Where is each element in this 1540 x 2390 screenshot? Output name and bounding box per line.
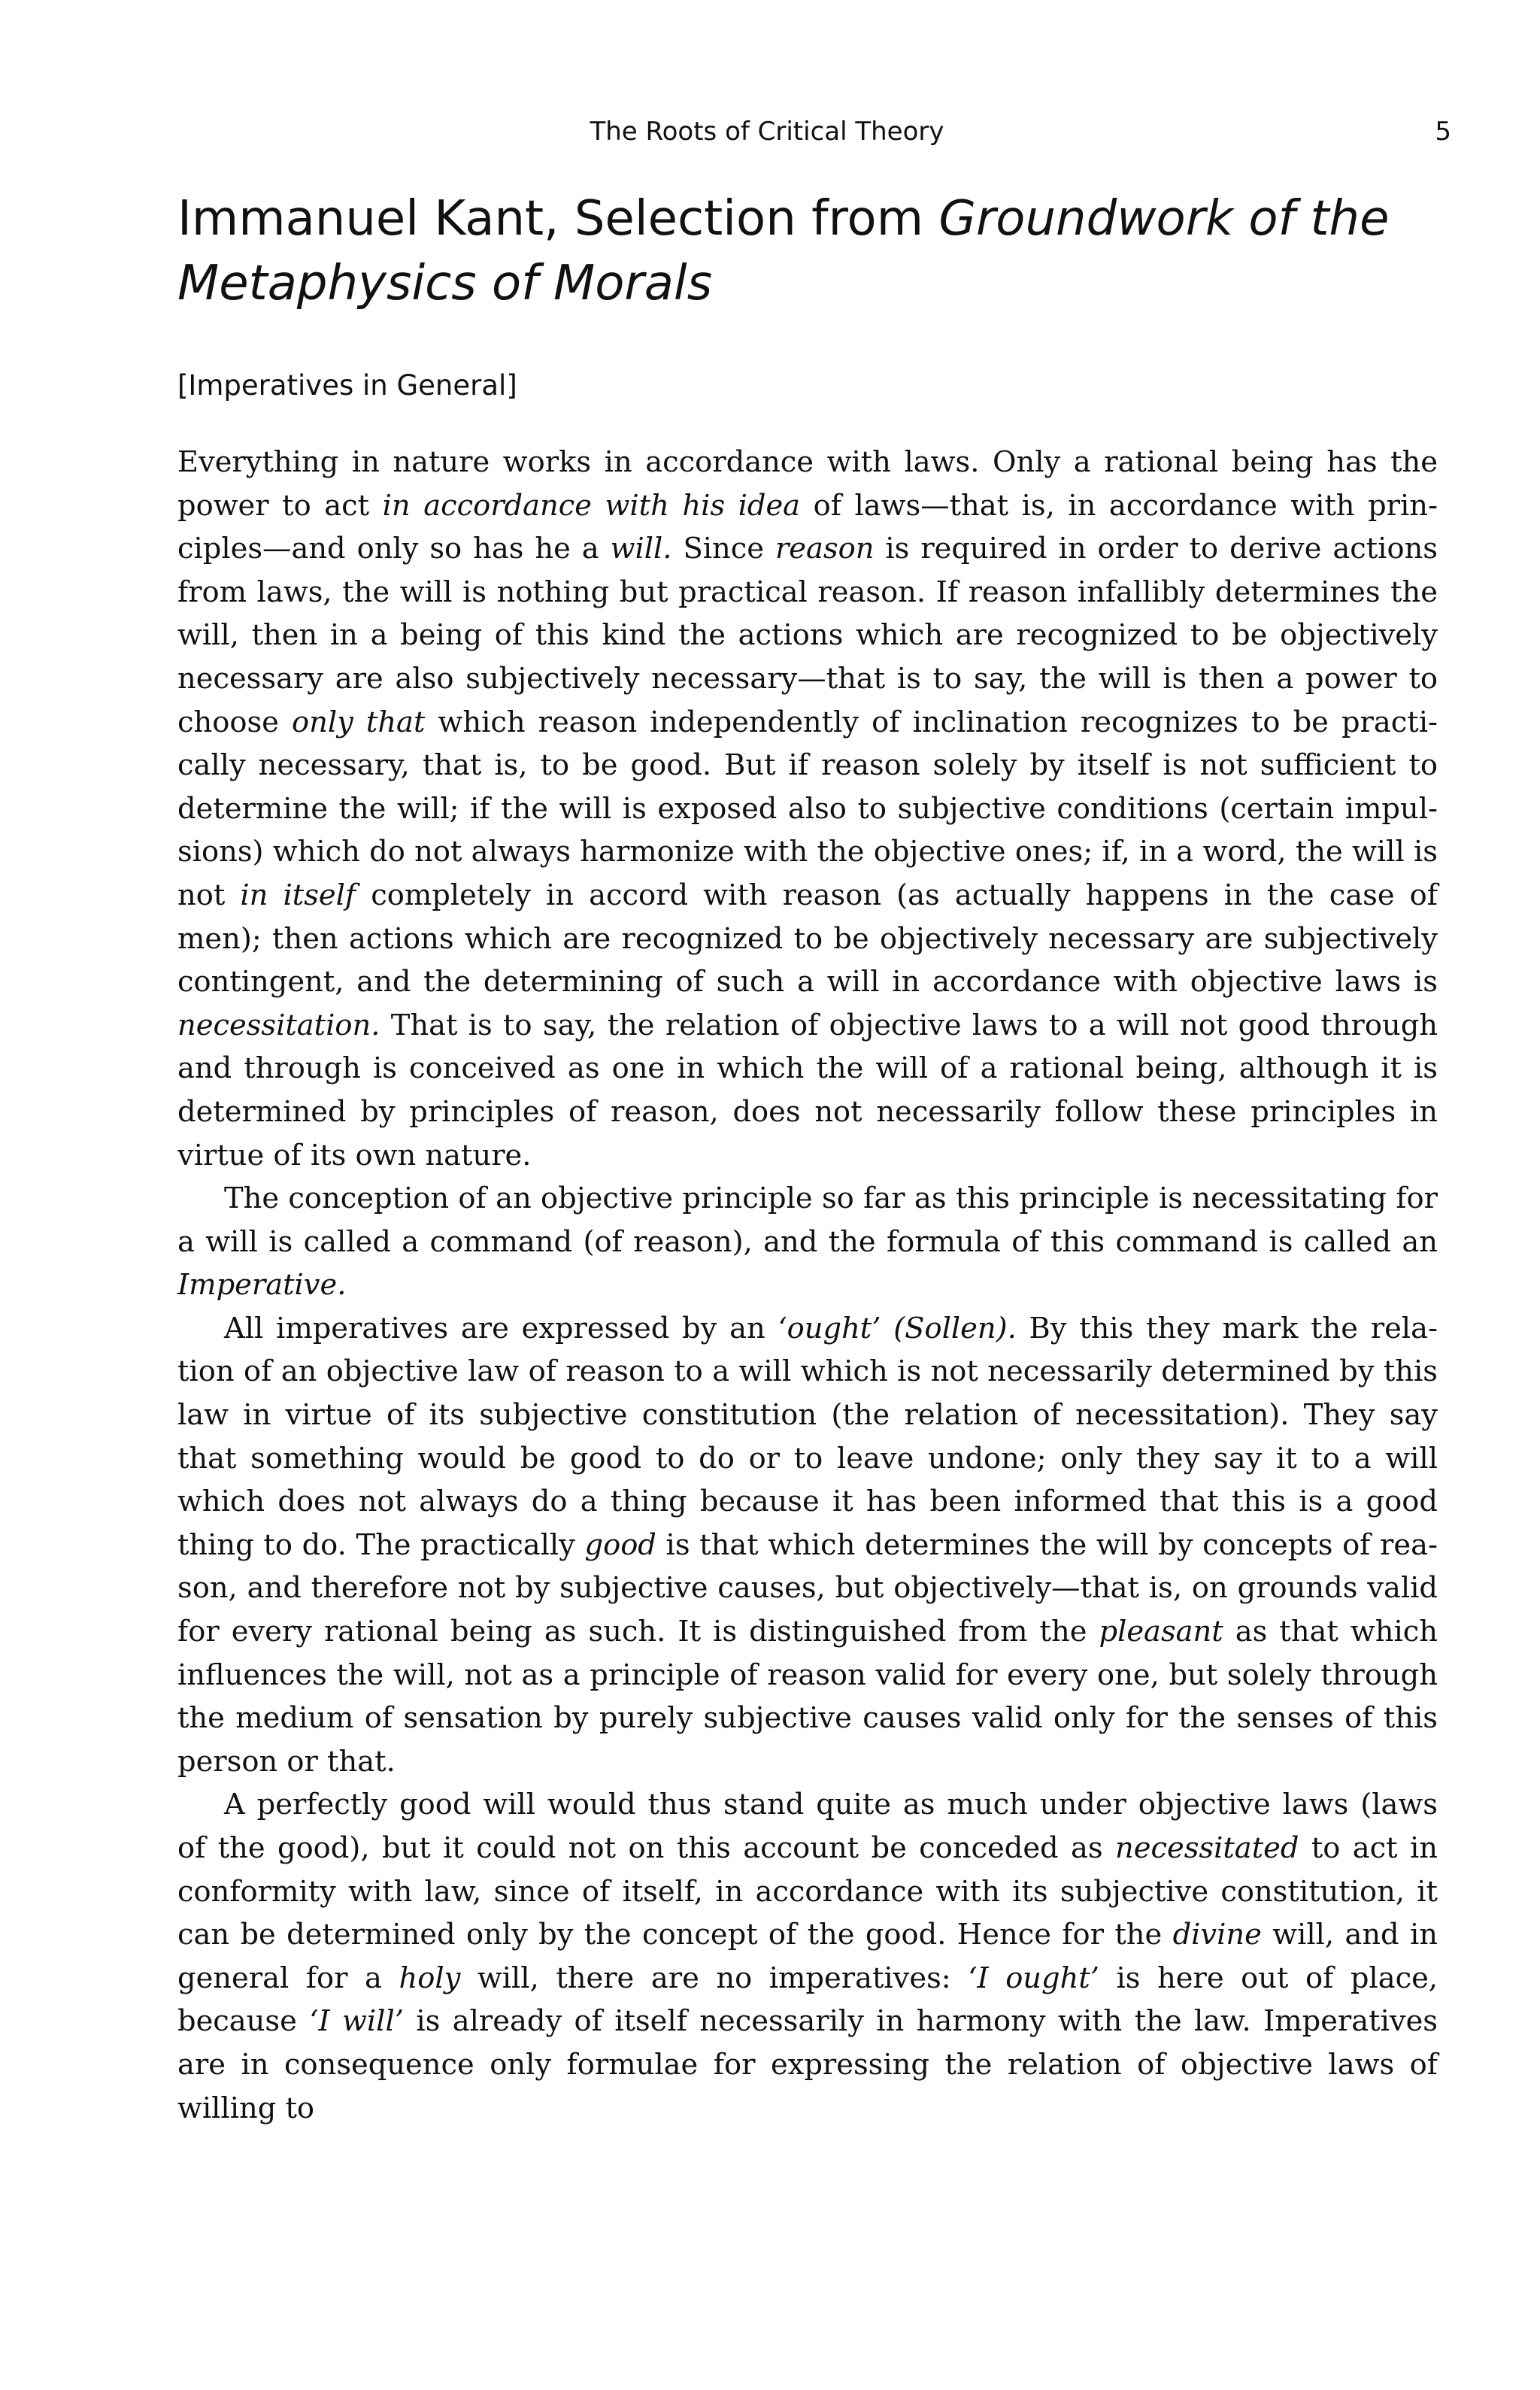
article-title <box>177 187 1456 316</box>
text-run: is required in order to derive actions from laws, the will is nothing but practical reason. If reason infallibly determines the will, then in a being of this kind the actions which are recognized to be objectively necessary are also subjectively necessary—that is to say, the will is then a power to choose <box>177 532 1438 739</box>
text-run: By this they mark the relation of an objective law of reason to a will which is not necessarily determined by this law in virtue of its subjective constitution (the relation of necessitation). They say that something would be good to do or to leave undone; only they say it to a will which does not always do a thing because it has been informed that this is a good thing to do. The practically <box>177 1311 1438 1562</box>
running-header <box>0 113 1540 150</box>
italic-text: pleasant <box>1099 1615 1223 1649</box>
italic-text: Imperative. <box>177 1268 347 1303</box>
paragraph <box>177 1177 1438 1307</box>
paragraph <box>177 1783 1438 2130</box>
italic-text: divine <box>1172 1918 1262 1952</box>
article-title-plain: Immanuel Kant, Selection from <box>177 191 939 247</box>
italic-text: good <box>584 1527 656 1562</box>
paragraph <box>177 1307 1438 1784</box>
italic-text: holy <box>399 1961 461 1995</box>
text-run: which reason independently of inclination recognizes to be practically necessary, that is, to be good. But if reason solely by itself is not sufficient to determine the will; if the will is exposed also to subjective conditions (certain impulsions) which do not always harmonize with the objective ones; if, in a word, the will is not <box>177 705 1438 912</box>
text-run: of laws—that is, in accordance with principles—and only so has he a <box>177 488 1438 566</box>
italic-text: in itself <box>240 878 356 912</box>
article-title-italic: Groundwork of the Metaphysics of Morals <box>177 191 1390 311</box>
text-run: Everything in nature works in accordance with laws. Only a rational being has the power to act <box>177 445 1438 523</box>
running-title: The Roots of Critical Theory <box>590 117 944 147</box>
text-run: That is to say, the relation of objective laws to a will not good through and through is conceived as one in which the will of a rational being, although it is determined by principles of reason, does not necessarily follow these principles in virtue of its own nature. <box>177 1008 1438 1172</box>
text-run: as that which influences the will, not as a principle of reason valid for every one, but solely through the medium of sensation by purely subjective causes valid only for the senses of this person or that. <box>177 1615 1438 1779</box>
italic-text: in accordance with his idea <box>382 488 801 523</box>
italic-text: necessitation. <box>177 1008 380 1042</box>
italic-text: ‘I ought’ <box>968 1961 1099 1995</box>
italic-text: only that <box>291 705 426 739</box>
body-text <box>177 441 1438 2130</box>
text-run: Since <box>671 532 775 566</box>
text-run: The conception of an objective principle so far as this principle is necessitating for a will is called a command (of reason), and the formula of this command is called an <box>177 1181 1438 1259</box>
text-run <box>881 1312 893 1345</box>
section-heading: [Imperatives in General] <box>177 369 517 402</box>
italic-text: (Sollen). <box>893 1311 1017 1345</box>
text-run: is here out of place, because <box>177 1961 1438 2039</box>
text-run: is already of itself necessarily in harmony with the law. Imperatives are in consequence only formulae for expressing the relation of objective laws of willing to <box>177 2004 1438 2125</box>
text-run: All imperatives are expressed by an <box>224 1311 778 1345</box>
text-run: to act in conformity with law, since of itself, in accordance with its subjective constitution, it can be determined only by the concept of the good. Hence for the <box>177 1831 1438 1952</box>
italic-text: reason <box>775 532 875 566</box>
page-number: 5 <box>1435 117 1451 147</box>
paragraph <box>177 441 1438 1177</box>
text-run: completely in accord with reason (as actually happens in the case of men); then actions which are recognized to be objectively necessary are subjectively contingent, and the determining of such a will in accordance with objective laws is <box>177 878 1438 999</box>
italic-text: ‘I will’ <box>309 2004 404 2039</box>
text-run: will, and in general for a <box>177 1918 1438 1995</box>
text-run: is that which determines the will by concepts of reason, and therefore not by subjective causes, but objectively—that is, on grounds valid for every rational being as such. It is distinguished from the <box>177 1527 1438 1649</box>
italic-text: will. <box>610 532 672 566</box>
text-run: will, there are no imperatives: <box>460 1961 969 1995</box>
italic-text: ‘ought’ <box>778 1311 881 1345</box>
text-run: A perfectly good will would thus stand quite as much under objective laws (laws of the good), but it could not on this account be conceded as <box>177 1788 1438 1865</box>
italic-text: necessitated <box>1115 1831 1299 1865</box>
